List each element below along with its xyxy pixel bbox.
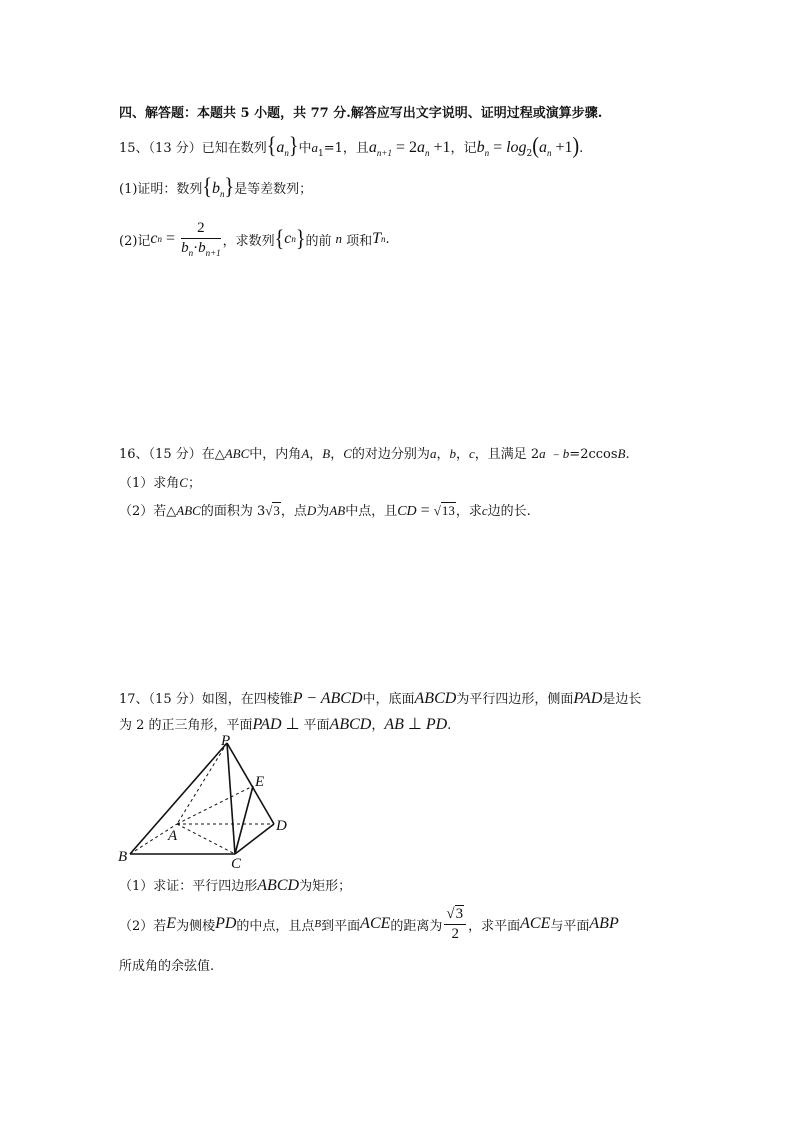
- q16-minus: ﹣: [545, 447, 563, 462]
- q16-sep: ，: [309, 447, 323, 462]
- q15-den-sub1: n: [188, 248, 194, 258]
- q15-part2: [119, 217, 390, 261]
- q17-p2-ACE2: ACE: [520, 915, 551, 932]
- q17-p2-PD: PD: [215, 915, 237, 932]
- q16-b2: b: [562, 446, 570, 461]
- q17-part1: [119, 875, 351, 895]
- q16-p2-text: 中点，且: [345, 504, 398, 519]
- q17-number: 17、: [119, 692, 149, 707]
- edge-PD: [227, 743, 274, 824]
- q15-rec-sub2: n: [425, 148, 430, 158]
- q17-stem-line2: [119, 714, 451, 734]
- q15-stem: [119, 133, 584, 159]
- q15-p1-text: 是等差数列；: [234, 182, 313, 197]
- q15-den-b1: b: [181, 240, 189, 256]
- q17-abcd: ABCD: [414, 690, 457, 707]
- q16-p2-D: D: [306, 503, 317, 518]
- q17-text: 中，底面: [362, 692, 415, 707]
- q15-p2-c-sub: n: [157, 234, 163, 244]
- q16-abc: ABC: [224, 446, 250, 461]
- q15-number: 15、: [119, 141, 149, 156]
- brace-open: {: [202, 174, 213, 200]
- q16-p2-c: c: [481, 503, 488, 518]
- q17-frac-r3: 3: [455, 905, 464, 922]
- q16-p1-label: （1）求角: [119, 476, 180, 491]
- q16-text: ，且满足 2: [474, 447, 540, 462]
- q17-perp: ⊥: [403, 716, 426, 733]
- q16-sep: ，: [436, 447, 450, 462]
- brace-close: }: [295, 226, 306, 252]
- q17-p2-text: 的中点，且点: [236, 918, 315, 934]
- q17-p1-end: 为矩形；: [299, 879, 352, 894]
- q17-pabcd: P − ABCD: [292, 690, 363, 707]
- q17-pad: PAD: [573, 690, 603, 707]
- q15-den-b2: b: [198, 240, 206, 256]
- q17-p1-abcd: ABCD: [257, 877, 300, 894]
- q16-c: c: [468, 446, 475, 461]
- q17-p2-text: 与平面: [550, 918, 590, 934]
- q15-score: （13 分）: [148, 141, 202, 156]
- q15-text: 已知在数列: [201, 141, 267, 156]
- q16-p2-eq: =: [416, 502, 434, 519]
- q15-p2-n: n: [335, 231, 342, 246]
- q17-text: ，: [371, 718, 385, 733]
- sqrt-symbol: √13: [433, 503, 455, 518]
- q16-cos: cos: [595, 447, 618, 462]
- q15-p2-end: .: [385, 231, 390, 247]
- q17-text: 平面: [303, 718, 330, 733]
- q15-log-base: 2: [526, 149, 533, 159]
- q15-a1-sub: 1: [317, 149, 324, 159]
- q15-frac-den: [181, 239, 221, 258]
- q16-c2: c: [588, 447, 596, 462]
- q15-p1-b-sub: n: [220, 189, 225, 199]
- q15-a1-val: =1: [323, 141, 343, 156]
- q15-rec-a2: a: [417, 139, 426, 156]
- q16-p2-r3: 3: [273, 503, 280, 518]
- q15-p2-text: 项和: [342, 233, 373, 249]
- q16-A: A: [301, 446, 310, 461]
- q16-stem: [119, 443, 630, 462]
- q17-text: 是边长: [602, 692, 642, 707]
- q17-p2-ABP: ABP: [589, 915, 619, 932]
- q15-p2-cn: c: [284, 230, 292, 247]
- q17-frac-den: 2: [451, 925, 460, 942]
- q17-p2-text: 为侧棱: [176, 918, 216, 934]
- q16-end: .: [625, 447, 630, 462]
- q17-part2-line1: [119, 900, 619, 948]
- q15-p2-cn-sub: n: [291, 234, 296, 244]
- q15-p2-T-sub: n: [381, 234, 386, 244]
- q15-fraction: [181, 220, 221, 258]
- q16-sep: ，: [330, 447, 344, 462]
- q15-den-dot: ·: [193, 240, 199, 256]
- q17-end: .: [447, 718, 452, 733]
- q17-stem-line1: [119, 688, 641, 708]
- q17-pd: PD: [425, 716, 448, 733]
- brace-close: }: [224, 174, 235, 200]
- q15-p1-b: b: [212, 180, 221, 197]
- sqrt-symbol: √3: [446, 905, 464, 922]
- q16-p2-text: 边的长.: [487, 504, 531, 519]
- brace-close: }: [288, 133, 299, 159]
- q17-p2-ACE: ACE: [360, 915, 391, 932]
- q16-p2-text: 为: [316, 504, 330, 519]
- q16-p2-text: ，求: [455, 504, 482, 519]
- q16-number: 16、: [119, 447, 149, 462]
- paren-close: ): [572, 133, 580, 159]
- q16-B2: B: [617, 446, 626, 461]
- q17-text: 为平行四边形，侧面: [456, 692, 574, 707]
- q15-rec-sub: n+1: [376, 148, 392, 158]
- edge-AC: [177, 824, 235, 854]
- q16-a2: a: [539, 446, 546, 461]
- label-C: C: [231, 856, 242, 872]
- q15-b: b: [476, 139, 485, 156]
- q16-score: （15 分）: [148, 447, 202, 462]
- q17-text: 如图，在四棱锥: [201, 692, 293, 707]
- section-heading: 四、解答题：本题共 5 小题，共 77 分.解答应写出文字说明、证明过程或演算步骤.: [119, 106, 603, 121]
- q17-ab: AB: [384, 716, 404, 733]
- q17-p1-text: （1）求证：平行四边形: [119, 879, 258, 894]
- q16-b: b: [449, 446, 456, 461]
- label-B: B: [118, 849, 128, 865]
- q16-p2-text: （2）若△: [119, 504, 177, 519]
- q17-score: （15 分）: [148, 692, 202, 707]
- q15-p2-text: ，求数列: [222, 233, 275, 249]
- q15-log-arg: a: [538, 139, 547, 156]
- q15-p1-label: (1)证明：数列: [119, 182, 203, 197]
- q16-p2-abc: ABC: [176, 503, 201, 518]
- q17-p2-E: E: [166, 915, 177, 932]
- q17-p2-text: （2）若: [119, 918, 167, 934]
- q17-pad2: PAD: [252, 716, 282, 733]
- q16-p2-text: 的面积为 3: [200, 504, 266, 519]
- q16-p1-C: C: [179, 475, 188, 490]
- q17-perp: ⊥: [281, 716, 304, 733]
- q16-text: 的对边分别为: [351, 447, 430, 462]
- sqrt-symbol: √3: [265, 503, 280, 518]
- label-P: P: [221, 733, 231, 749]
- q15-rec-mid: = 2: [391, 139, 418, 156]
- q15-p2-c: c: [150, 230, 158, 247]
- edge-PC: [227, 743, 235, 854]
- q15-p2-T: T: [372, 230, 382, 247]
- label-E: E: [255, 774, 265, 790]
- q15-text: 中: [298, 141, 312, 156]
- brace-open: {: [266, 133, 277, 159]
- edge-PB: [130, 743, 227, 854]
- q17-p2-text: 到平面: [321, 918, 361, 934]
- q15-frac-num: 2: [181, 220, 221, 239]
- q17-frac-num: [444, 906, 466, 925]
- q15-p2-label: (2)记: [119, 233, 151, 249]
- q16-text: 中，内角: [249, 447, 302, 462]
- q15-b-sub: n: [484, 148, 490, 158]
- q15-log-arg-end: +1: [551, 139, 573, 156]
- q16-part2: [119, 500, 531, 520]
- q15-seq-a: a: [276, 139, 285, 156]
- q16-text: =2: [569, 447, 589, 462]
- q17-p2-text: ，求平面: [468, 918, 521, 934]
- q17-p2-B: B: [314, 918, 322, 930]
- q15-end: .: [579, 141, 584, 156]
- q16-p2-text: ，点: [280, 504, 307, 519]
- q15-p2-text: 的前: [305, 233, 332, 249]
- paren-open: (: [532, 133, 539, 159]
- q16-sep: ，: [455, 447, 469, 462]
- q15-text: ，记: [450, 141, 477, 156]
- q15-log-arg-sub: n: [546, 148, 552, 158]
- q16-part1: [119, 472, 201, 491]
- q15-a1: a: [311, 140, 318, 155]
- q16-B: B: [322, 446, 331, 461]
- edge-CD: [235, 824, 274, 854]
- q15-den-sub2: n+1: [205, 248, 221, 258]
- q15-seq-a-sub: n: [284, 148, 289, 158]
- q17-part2-line2: 所成角的余弦值.: [119, 959, 215, 974]
- q15-p2-eq: =: [162, 230, 180, 247]
- q16-p2-AB: AB: [329, 503, 346, 518]
- q15-rec-a: a: [368, 139, 377, 156]
- q16-p2-r13: 13: [441, 503, 455, 518]
- q17-p2-text: 的距离为: [390, 918, 443, 934]
- q15-b-eq: =: [489, 139, 507, 156]
- label-D: D: [276, 818, 287, 834]
- label-A: A: [168, 828, 178, 844]
- q16-a: a: [429, 446, 437, 461]
- q16-p2-CD: CD: [397, 504, 417, 519]
- q16-text: 在△: [201, 447, 225, 462]
- q17-abcd2: ABCD: [329, 716, 372, 733]
- q17-text: 为 2 的正三角形，平面: [119, 718, 253, 733]
- pyramid-figure: [110, 733, 300, 873]
- q15-log: log: [506, 139, 527, 156]
- q16-p1-end: ；: [187, 476, 201, 491]
- q17-fraction: [444, 906, 466, 943]
- q15-text: ，且: [342, 141, 369, 156]
- q16-C: C: [343, 446, 352, 461]
- q15-rec-end: +1: [429, 139, 451, 156]
- brace-open: {: [274, 226, 285, 252]
- q15-part1: [119, 174, 313, 200]
- edge-CE: [235, 786, 253, 854]
- edge-PA: [177, 743, 227, 824]
